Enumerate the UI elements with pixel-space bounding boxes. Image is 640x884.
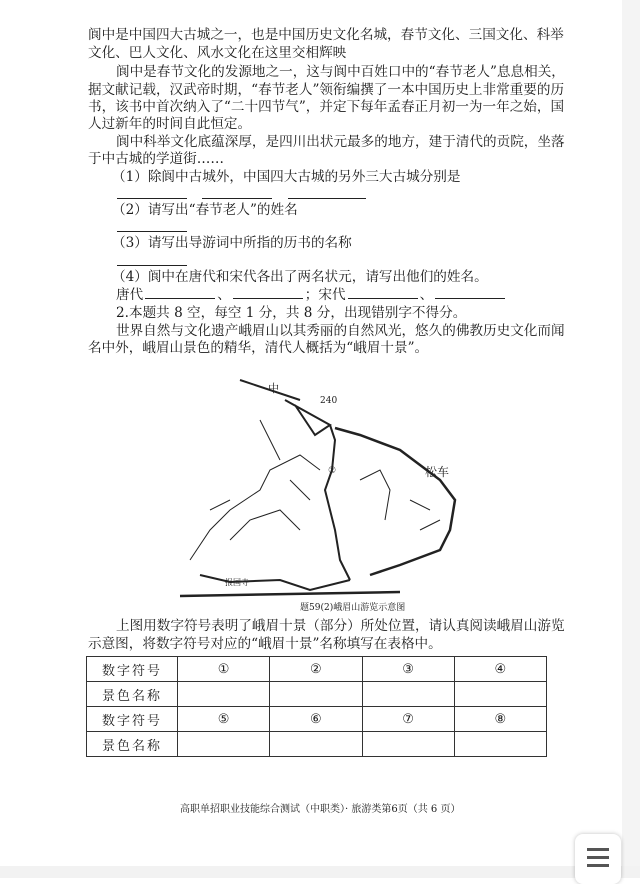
map-caption: 题59(2)峨眉山游览示意图	[300, 603, 406, 613]
answer-blank[interactable]	[117, 231, 187, 232]
map-label-temple: 报国寺	[225, 578, 249, 587]
answer-blank[interactable]	[202, 198, 272, 199]
text-line: 于中古城的学道街……	[88, 151, 224, 167]
answer-blank[interactable]	[145, 288, 215, 299]
instruction-line: 示意图，将数字符号对应的“峨眉十景”名称填写在表格中。	[88, 636, 442, 652]
section-2-rule: 2.本题共 8 空，每空 1 分，共 8 分，出现错别字不得分。	[116, 305, 467, 321]
separator: 、	[419, 287, 434, 303]
tang-label: 唐代	[116, 287, 144, 303]
table-row	[87, 732, 547, 757]
answer-cell[interactable]	[178, 732, 270, 757]
answer-cell[interactable]	[362, 682, 454, 707]
question-3: （3）请写出导游词中所指的历书的名称	[112, 235, 352, 251]
text-line: 书，该书中首次纳入了“二十四节气”，并定下每年孟春正月初一为一年之始，国	[88, 99, 565, 115]
answer-cell[interactable]	[454, 682, 546, 707]
answer-blank[interactable]	[348, 288, 418, 299]
question-4: （4）阆中在唐代和宋代各出了两名状元，请写出他们的姓名。	[112, 269, 488, 285]
separator: 、	[217, 287, 231, 303]
question-4-answers	[116, 287, 507, 303]
symbol-cell: ⑤	[178, 707, 270, 732]
symbol-cell: ⑧	[454, 707, 546, 732]
symbol-header: 数字符号	[87, 707, 178, 732]
viewer-margin	[622, 0, 640, 878]
symbol-cell: ②	[270, 657, 362, 682]
answer-cell[interactable]	[178, 682, 270, 707]
map-label-zhong: 中	[268, 382, 279, 395]
map-terrain	[190, 420, 440, 560]
question-2: （2）请写出“春节老人”的姓名	[112, 202, 298, 218]
text-line: 阆中是春节文化的发源地之一，这与阆中百姓口中的“春节老人”息息相关，	[116, 64, 565, 80]
table-row	[87, 657, 547, 682]
table-row	[87, 682, 547, 707]
map-route	[335, 428, 455, 575]
instruction-line: 上图用数字符号表明了峨眉十景（部分）所处位置，请认真阅读峨眉山游览	[116, 618, 565, 634]
text-line: 阆中科举文化底蕴深厚，是四川出状元最多的地方，建于清代的贡院，坐落	[116, 134, 565, 150]
table-row	[87, 707, 547, 732]
menu-icon	[587, 856, 609, 859]
map-route	[325, 425, 350, 580]
answer-blank[interactable]	[117, 198, 187, 199]
answer-blank[interactable]	[233, 288, 303, 299]
text-line: 名中外，峨眉山景色的精华，清代人概括为“峨眉十景”。	[88, 340, 429, 356]
page-footer: 高职单招职业技能综合测试（中职类）· 旅游类第6页（共 6 页）	[180, 804, 461, 815]
menu-button[interactable]	[575, 834, 621, 884]
map-label-240: 240	[320, 396, 338, 406]
song-label: ；宋代	[304, 287, 346, 303]
map-label-2: ②	[328, 466, 337, 476]
answer-blank[interactable]	[117, 265, 187, 266]
answer-blank[interactable]	[288, 198, 366, 199]
question-1: （1）除阆中古城外，中国四大古城的另外三大古城分别是	[112, 169, 461, 185]
map-road	[180, 592, 400, 596]
answer-blank[interactable]	[435, 288, 505, 299]
map-route	[240, 380, 330, 435]
name-header: 景色名称	[87, 682, 178, 707]
answer-cell[interactable]	[270, 682, 362, 707]
symbol-cell: ④	[454, 657, 546, 682]
text-line: 据文献记载，汉武帝时期，“春节老人”领衔编撰了一本中国历史上非常重要的历	[88, 82, 565, 98]
name-header: 景色名称	[87, 732, 178, 757]
map-route	[200, 575, 350, 590]
menu-icon	[587, 864, 609, 867]
answer-cell[interactable]	[362, 732, 454, 757]
answer-cell[interactable]	[270, 732, 362, 757]
viewer-bottom-bar	[0, 866, 640, 878]
text-line: 世界自然与文化遗产峨眉山以其秀丽的自然风光，悠久的佛教历史文化而闻	[116, 323, 565, 339]
menu-icon	[587, 848, 609, 851]
emei-mountain-map	[170, 360, 490, 600]
map-label-cable: 松车	[425, 465, 450, 479]
symbol-cell: ⑦	[362, 707, 454, 732]
text-line: 文化、巴人文化、风水文化在这里交相辉映	[88, 45, 347, 61]
symbol-cell: ⑥	[270, 707, 362, 732]
text-line: 人过新年的时间自此恒定。	[88, 116, 252, 132]
answer-cell[interactable]	[454, 732, 546, 757]
text-line: 阆中是中国四大古城之一，也是中国历史文化名城，春节文化、三国文化、科举	[88, 27, 564, 43]
symbol-header: 数字符号	[87, 657, 178, 682]
symbol-cell: ③	[362, 657, 454, 682]
answer-table	[86, 656, 547, 757]
symbol-cell: ①	[178, 657, 270, 682]
